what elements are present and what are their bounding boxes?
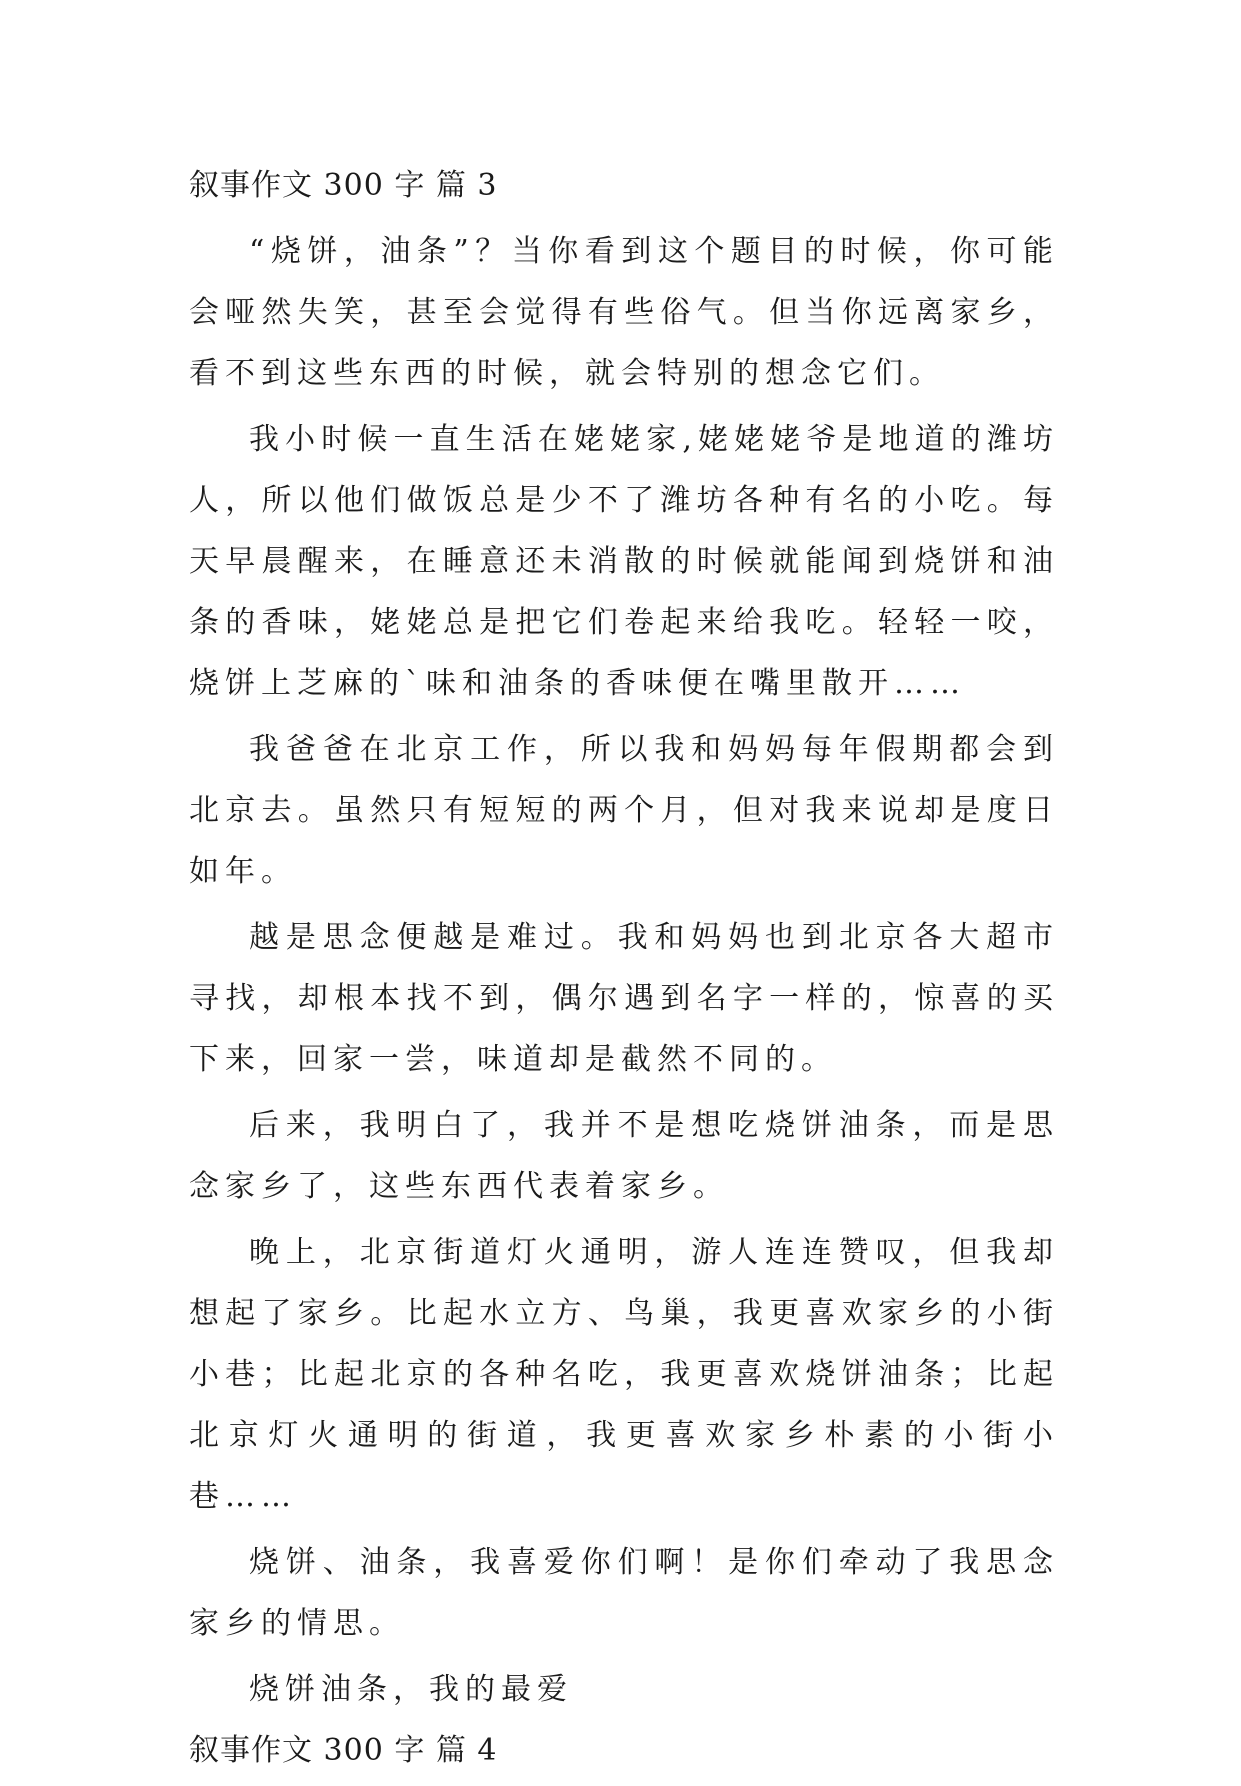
paragraph-6: 晚上，北京街道灯火通明，游人连连赞叹，但我却想起了家乡。比起水立方、鸟巢，我更喜欢家乡的小街小巷；比起北京的各种名吃，我更喜欢烧饼油条；比起北京灯火通明的街道，我更喜欢家乡朴素的小街小巷…… <box>189 1235 1059 1514</box>
paragraph-4: 越是思念便越是难过。我和妈妈也到北京各大超市寻找，却根本找不到，偶尔遇到名字一样的，惊喜的买下来，回家一尝，味道却是截然不同的。 <box>189 920 1059 1077</box>
document-body <box>189 160 1059 1786</box>
paragraph-1: “烧饼，油条”？当你看到这个题目的时候，你可能会哑然失笑，甚至会觉得有些俗气。但当你远离家乡，看不到这些东西的时候，就会特别的想念它们。 <box>189 234 1059 391</box>
paragraph-3: 我爸爸在北京工作，所以我和妈妈每年假期都会到北京去。虽然只有短短的两个月，但对我来说却是度日如年。 <box>189 732 1059 889</box>
paragraph-5: 后来，我明白了，我并不是想吃烧饼油条，而是思念家乡了，这些东西代表着家乡。 <box>189 1108 1059 1204</box>
paragraph-2: 我小时候一直生活在姥姥家,姥姥姥爷是地道的潍坊人，所以他们做饭总是少不了潍坊各种有名的小吃。每天早晨醒来，在睡意还未消散的时候就能闻到烧饼和油条的香味，姥姥总是把它们卷起来给我吃。轻轻一咬，烧饼上芝麻的`味和油条的香味便在嘴里散开…… <box>189 422 1059 701</box>
paragraph-7: 烧饼、油条，我喜爱你们啊！是你们牵动了我思念家乡的情思。 <box>189 1545 1059 1641</box>
section-heading-4: 叙事作文 300 字 篇 4 <box>189 1733 498 1768</box>
section-heading-3: 叙事作文 300 字 篇 3 <box>189 168 498 203</box>
paragraph-8: 烧饼油条，我的最爱 <box>249 1672 573 1707</box>
